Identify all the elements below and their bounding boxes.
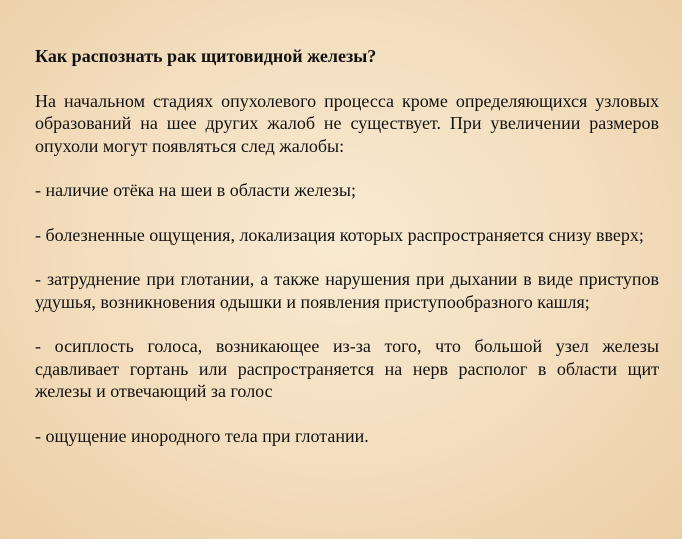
symptom-hoarseness: - осиплость голоса, возникающее из-за того, что большой узел железы сдавливает гортань или распространяется на нерв располог в области щит железы и отвечающий за голос — [35, 336, 659, 401]
symptom-swallowing-breathing: - затруднение при глотании, а также нарушения при дыхании в виде приступов удушья, возникновения одышки и появления приступообразного кашля; — [35, 269, 659, 312]
symptom-pain: - болезненные ощущения, локализация которых распространяется снизу вверх; — [35, 224, 644, 245]
symptom-neck-swelling: - наличие отёка на шеи в области железы; — [35, 180, 357, 200]
document-title: Как распознать рак щитовидной железы? — [35, 46, 377, 66]
document-body — [35, 45, 659, 447]
symptom-foreign-body: - ощущение инородного тела при глотании. — [35, 425, 369, 446]
intro-paragraph: На начальном стадиях опухолевого процесса кроме определяющихся узловых образований на шее других жалоб не существует. При увеличении размеров опухоли могут появляться след жалобы: — [35, 90, 659, 156]
